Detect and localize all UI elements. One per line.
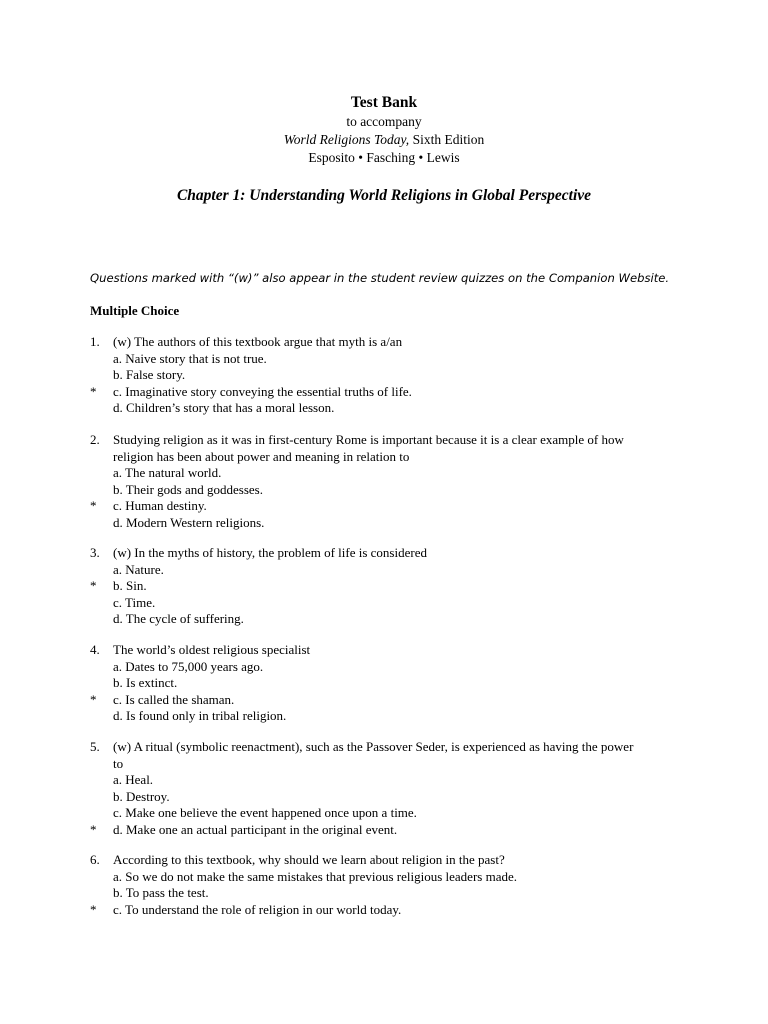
question-stem-line: According to this textbook, why should we learn about religion in the past? (113, 852, 505, 867)
correct-answer-marker: * (90, 821, 97, 837)
answer-option-text: a. So we do not make the same mistakes that previous religious leaders made. (113, 868, 517, 884)
correct-answer-marker: * (90, 691, 97, 707)
question-stem-line: religion has been about power and meaning in relation to (113, 448, 410, 464)
answer-option-text: a. Dates to 75,000 years ago. (113, 658, 264, 674)
answer-option-text: c. Make one believe the event happened once upon a time. (113, 805, 417, 821)
answer-option (113, 708, 286, 725)
section-title: Multiple Choice (90, 303, 180, 318)
answer-option-text: c. To understand the role of religion in our world today. (113, 901, 402, 917)
answer-option (113, 611, 244, 628)
answer-option-text: a. Naive story that is not true. (113, 350, 267, 366)
answer-option-text: d. Children’s story that has a moral lesson. (113, 400, 335, 416)
answer-option-text: b. False story. (113, 367, 186, 383)
question-stem-line: (w) In the myths of history, the problem of life is considered (113, 545, 427, 560)
answer-option (113, 367, 412, 384)
question-number: 3. (90, 545, 100, 560)
answer-option-text: a. The natural world. (113, 465, 222, 481)
answer-option (113, 885, 517, 902)
accompany-line: to accompany (346, 114, 422, 129)
question-stem-line: (w) A ritual (symbolic reenactment), such as the Passover Seder, is experienced as having the power (113, 739, 634, 754)
answer-option-text: b. Is extinct. (113, 675, 178, 691)
answer-options (90, 868, 517, 919)
correct-answer-marker: * (90, 578, 97, 594)
answer-options (90, 561, 244, 628)
answer-option-text: a. Heal. (113, 772, 154, 788)
authors-line: Esposito • Fasching • Lewis (308, 150, 460, 165)
answer-option (113, 869, 517, 886)
question-stem-line: (w) The authors of this textbook argue that myth is a/an (113, 334, 403, 349)
answer-option (113, 482, 264, 499)
answer-option-text: c. Time. (113, 594, 156, 610)
question-stem (113, 852, 673, 869)
answer-option (113, 351, 412, 368)
answer-option-text: d. Make one an actual participant in the original event. (113, 821, 398, 837)
answer-option (113, 789, 417, 806)
question-stem (113, 334, 673, 351)
answer-option-text: d. Is found only in tribal religion. (113, 708, 287, 724)
answer-option-text: b. To pass the test. (113, 885, 209, 901)
answer-options (90, 350, 412, 417)
answer-option (90, 901, 517, 919)
answer-option-text: a. Nature. (113, 561, 164, 577)
book-edition: Sixth Edition (409, 132, 485, 147)
answer-option (113, 805, 417, 822)
answer-option (113, 595, 244, 612)
answer-option (90, 691, 286, 709)
answer-option-text: c. Is called the shaman. (113, 691, 235, 707)
question-number: 6. (90, 852, 100, 867)
question-stem-line: Studying religion as it was in first-century Rome is important because it is a clear example of how (113, 432, 624, 447)
answer-options (90, 772, 417, 838)
answer-option-text: d. Modern Western religions. (113, 514, 265, 530)
answer-option-text: d. The cycle of suffering. (113, 611, 244, 627)
correct-answer-marker: * (90, 498, 97, 514)
question-number: 4. (90, 642, 100, 657)
correct-answer-marker: * (90, 901, 97, 917)
question-stem-line: The world’s oldest religious specialist (113, 642, 311, 657)
answer-option (113, 659, 286, 676)
question-stem (113, 739, 673, 772)
answer-option (90, 821, 417, 839)
book-title: World Religions Today, (283, 132, 410, 147)
answer-option (113, 675, 286, 692)
answer-option (113, 772, 417, 789)
book-line (0, 131, 768, 149)
answer-option (113, 400, 412, 417)
answer-option (113, 515, 264, 532)
answer-option-text: c. Human destiny. (113, 498, 207, 514)
answer-option-text: b. Destroy. (113, 788, 170, 804)
companion-website-note: Questions marked with “(w)” also appear in the student review quizzes on the Companion Website. (90, 271, 670, 285)
answer-option (113, 562, 244, 579)
answer-option (90, 383, 412, 401)
document-title: Test Bank (350, 94, 418, 111)
answer-option (90, 498, 264, 515)
answer-option (90, 578, 244, 595)
document-header (0, 93, 768, 167)
answer-option-text: c. Imaginative story conveying the essential truths of life. (113, 383, 412, 399)
question-number: 2. (90, 432, 100, 447)
question-stem (113, 432, 673, 465)
question-stem (113, 642, 673, 659)
answer-options (90, 658, 287, 725)
correct-answer-marker: * (90, 383, 97, 399)
answer-option-text: b. Their gods and goddesses. (113, 481, 263, 497)
question-number: 1. (90, 334, 100, 349)
answer-options (90, 465, 265, 531)
question-stem-line: to (113, 755, 124, 771)
question-stem (113, 545, 673, 562)
answer-option (113, 465, 264, 482)
question-number: 5. (90, 739, 100, 754)
chapter-title: Chapter 1: Understanding World Religions in Global Perspective (176, 187, 592, 204)
answer-option-text: b. Sin. (113, 578, 147, 594)
